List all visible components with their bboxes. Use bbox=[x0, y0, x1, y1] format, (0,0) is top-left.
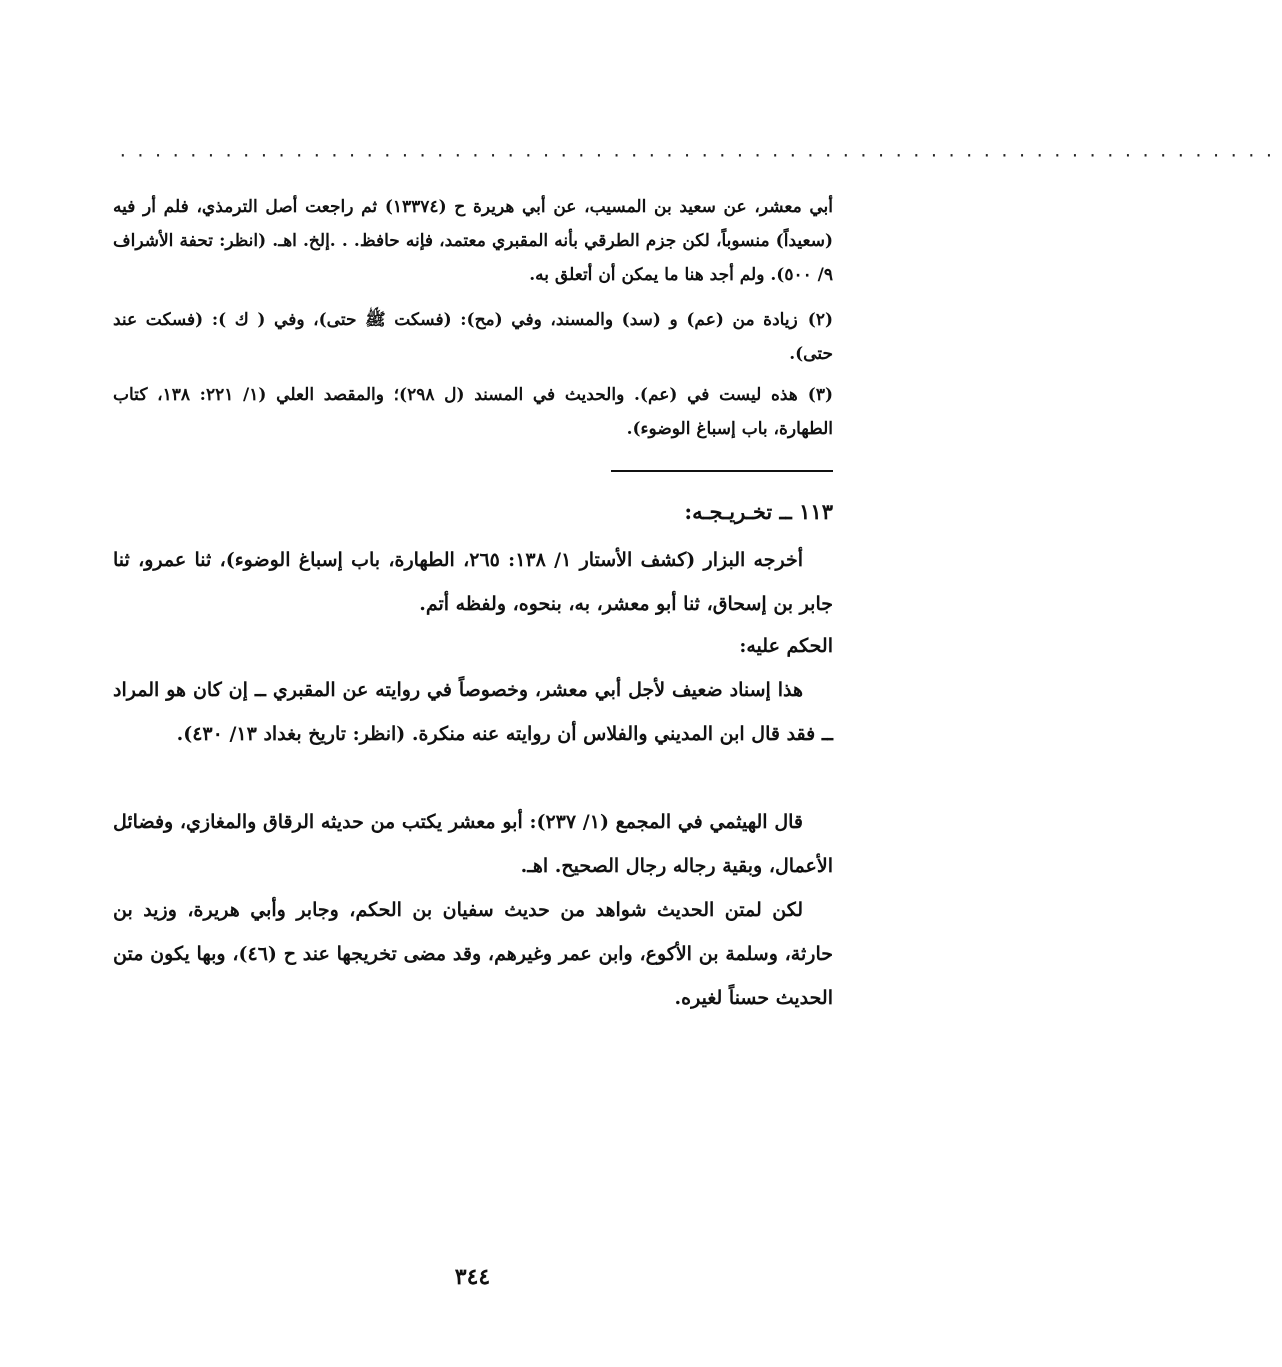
footnote-2 bbox=[113, 303, 833, 371]
footnote-separator-dots: ·································································· bbox=[118, 146, 1282, 165]
hukm-heading: الحكم عليه: bbox=[739, 635, 833, 657]
section-divider-rule bbox=[611, 470, 833, 472]
page-number: ٣٤٤ bbox=[454, 1264, 491, 1290]
footnote-3-number: (٣) bbox=[807, 385, 833, 405]
footnote-3 bbox=[113, 378, 833, 446]
footnote-2-number: (٢) bbox=[807, 310, 833, 330]
footnote-3-text: هذه ليست في (عم). والحديث في المسند (ل ٢٩٨)؛ والمقصد العلي (١/ ٢٢١: ١٣٨، كتاب الطهارة، باب إسباغ الوضوء). bbox=[113, 385, 833, 439]
section-heading: ١١٣ ــ تخـريـجـه: bbox=[684, 499, 833, 524]
footnote-2-text: زيادة من (عم) و (سد) والمسند، وفي (مح): (فسكت ﷺ حتى)، وفي ( ك ): (فسكت عند حتى). bbox=[113, 310, 833, 364]
footnote-continuation-text: أبي معشر، عن سعيد بن المسيب، عن أبي هريرة ح (١٣٣٧٤) ثم راجعت أصل الترمذي، فلم أر فيه (سعيداً) منسوباً، لكن جزم الطرقي بأنه المقبري معتمد، فإنه حافظ. . .إلخ. اهـ. (انظر: تحفة الأشراف ٩/ ٥٠٠). ولم أجد هنا ما يمكن أن أتعلق به. bbox=[113, 197, 833, 285]
hukm-paragraph: هذا إسناد ضعيف لأجل أبي معشر، وخصوصاً في روايته عن المقبري ــ إن كان هو المراد ــ فقد قال ابن المديني والفلاس أن روايته عنه منكرة. (انظر: تاريخ بغداد ١٣/ ٤٣٠). bbox=[113, 679, 833, 745]
shawahid-paragraph: لكن لمتن الحديث شواهد من حديث سفيان بن الحكم، وجابر وأبي هريرة، وزيد بن حارثة، وسلمة بن الأكوع، وابن عمر وغيرهم، وقد مضى تخريجها عند ح (٤٦)، وبها يكون متن الحديث حسناً لغيره. bbox=[113, 899, 833, 1009]
takhrij-paragraph: أخرجه البزار (كشف الأستار ١/ ١٣٨: ٢٦٥، الطهارة، باب إسباغ الوضوء)، ثنا عمرو، ثنا جابر بن إسحاق، ثنا أبو معشر، به، بنحوه، ولفظه أتم. bbox=[113, 549, 833, 615]
haythami-paragraph: قال الهيثمي في المجمع (١/ ٢٣٧): أبو معشر يكتب من حديثه الرقاق والمغازي، وفضائل الأعمال، وبقية رجاله رجال الصحيح. اهـ. bbox=[113, 811, 833, 877]
footnote-continuation bbox=[113, 190, 833, 292]
